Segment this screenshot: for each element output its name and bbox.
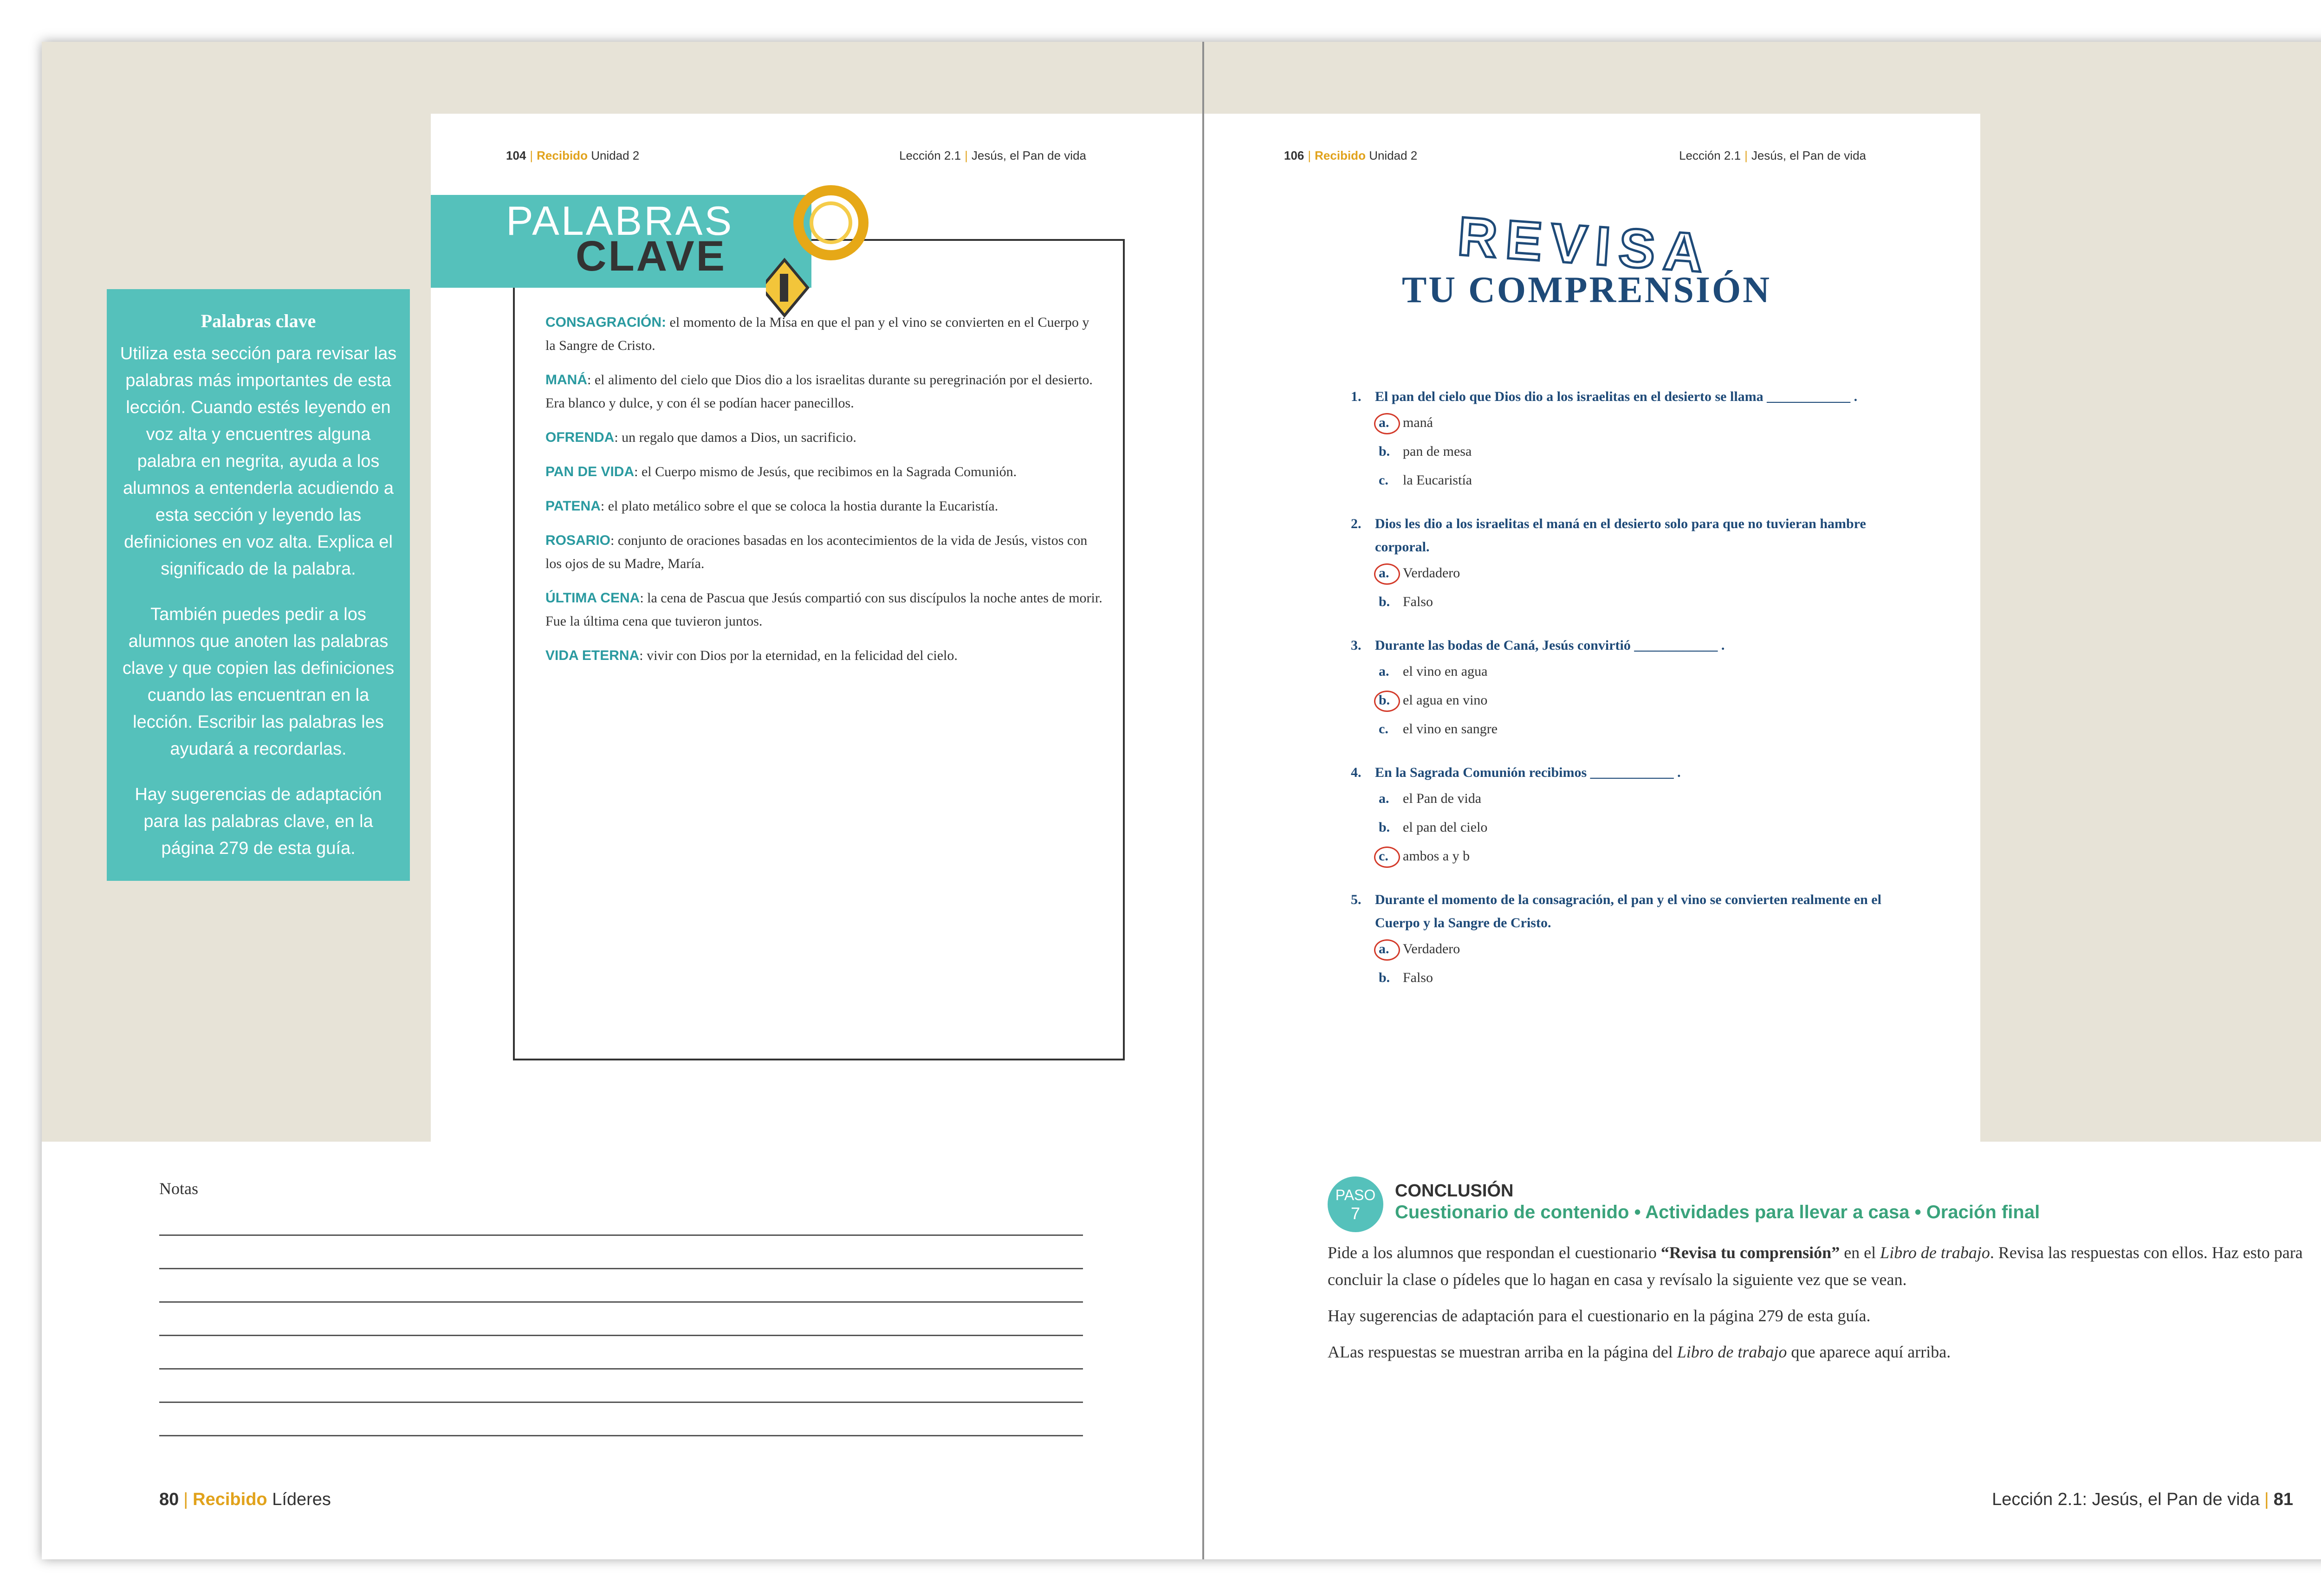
running-head-right-lesson: Lección 2.1 | Jesús, el Pan de vida (1679, 149, 1866, 162)
running-head-left: 104 | Recibido Unidad 2 (506, 149, 640, 162)
comprension-title: TU COMPRENSIÓN (1402, 270, 1772, 310)
definition-item: ROSARIO: conjunto de oraciones basadas en los acontecimientos de la vida de Jesús, vistos con los ojos de su Madre, María. (545, 533, 1088, 571)
definition-item: ÚLTIMA CENA: la cena de Pascua que Jesús compartió con sus discípulos la noche antes de morir. Fue la última cena que tuvieron juntos. (545, 590, 1102, 629)
definition-item: OFRENDA: un regalo que damos a Dios, un sacrificio. (545, 430, 856, 445)
note-line (159, 1234, 1083, 1236)
conclusion-subtitle: Cuestionario de contenido • Actividades para llevar a casa • Oración final (1395, 1202, 2040, 1222)
conclusion-body (1328, 1239, 2312, 1375)
paso-badge: PASO 7 (1328, 1176, 1383, 1232)
footer-left: 80 | Recibido Líderes (159, 1490, 331, 1509)
running-head-right: 106 | Recibido Unidad 2 (1284, 149, 1418, 162)
revisa-title: REVISA (1456, 206, 1714, 284)
note-line (159, 1368, 1083, 1370)
definition-item: VIDA ETERNA: vivir con Dios por la eternidad, en la felicidad del cielo. (545, 648, 958, 663)
note-line (159, 1402, 1083, 1403)
conclusion-title: CONCLUSIÓN (1395, 1181, 1514, 1201)
banner-word-palabras: PALABRAS (506, 198, 734, 244)
conclusion-paragraph: Hay sugerencias de adaptación para el cuestionario en la página 279 de esta guía. (1328, 1306, 1871, 1325)
question: 2. Dios les dio a los israelitas el maná en el desierto solo para que no tuvieran hambre corporal. a. Verdadero b. Falso (1351, 516, 1866, 609)
panel-paragraph: Hay sugerencias de adaptación para las palabras clave, en la página 279 de esta guía. (135, 785, 382, 858)
notes-label: Notas (159, 1179, 198, 1198)
palabras-clave-panel (107, 289, 410, 881)
question: 4. En la Sagrada Comunión recibimos ____________ . a. el Pan de vida b. el pan del cielo c. ambos a y b (1351, 761, 1889, 871)
book-spread (42, 42, 2321, 1559)
note-line (159, 1268, 1083, 1269)
note-line (159, 1301, 1083, 1303)
note-line (159, 1335, 1083, 1336)
question: 3. Durante las bodas de Caná, Jesús convirtió ____________ . a. el vino en agua b. el agua en vino c. el vino en sangre (1351, 638, 1725, 737)
footer-right: Lección 2.1: Jesús, el Pan de vida | 81 (1992, 1490, 2293, 1509)
key-icon (766, 181, 877, 320)
panel-paragraph: Utiliza esta sección para revisar las palabras más importantes de esta lección. Cuando estés leyendo en voz alta y encuentres alguna palabra en negrita, ayuda a los alumnos a entenderla acudiendo a esta sección y leyendo las definiciones en voz alta. Explica el significado de la palabra. (120, 344, 397, 579)
definition-item: MANÁ: el alimento del cielo que Dios dio a los israelitas durante su peregrinación por el desierto. Era blanco y dulce, y con él se podían hacer panecillos. (545, 372, 1093, 411)
running-head-left-lesson: Lección 2.1 | Jesús, el Pan de vida (899, 149, 1086, 162)
definitions-list (545, 311, 1102, 678)
conclusion-paragraph: Pide a los alumnos que respondan el cuestionario “Revisa tu comprensión” en el Libro de trabajo. Revisa las respuestas con ellos. Haz esto para concluir la clase o pídeles que lo hagan en casa y revísalo la siguiente vez que se vean. (1328, 1243, 2303, 1289)
definition-item: PATENA: el plato metálico sobre el que se coloca la hostia durante la Eucaristía. (545, 498, 998, 514)
question: 5. Durante el momento de la consagración, el pan y el vino se convierten realmente en el Cuerpo y la Sangre de Cristo. a. Verdadero b. Falso (1351, 892, 1881, 985)
definition-item: PAN DE VIDA: el Cuerpo mismo de Jesús, que recibimos en la Sagrada Comunión. (545, 464, 1017, 479)
quiz (1351, 385, 1889, 1010)
conclusion-paragraph: ALas respuestas se muestran arriba en la página del Libro de trabajo que aparece aquí arriba. (1328, 1343, 1951, 1361)
note-line (159, 1435, 1083, 1436)
page-gutter (1202, 42, 1204, 1559)
panel-title: Palabras clave (201, 310, 316, 331)
panel-paragraph: También puedes pedir a los alumnos que anoten las palabras clave y que copien las definiciones cuando las encuentran en la lección. Escribir las palabras les ayudará a recordarlas. (122, 605, 395, 759)
banner-word-clave: CLAVE (576, 233, 726, 280)
question: 1. El pan del cielo que Dios dio a los israelitas en el desierto se llama ____________ . a. maná b. pan de mesa c. la Eucaristía (1351, 389, 1858, 488)
definition-item: CONSAGRACIÓN: el momento de la Misa en que el pan y el vino se convierten en el Cuerpo y la Sangre de Cristo. (545, 315, 1089, 353)
